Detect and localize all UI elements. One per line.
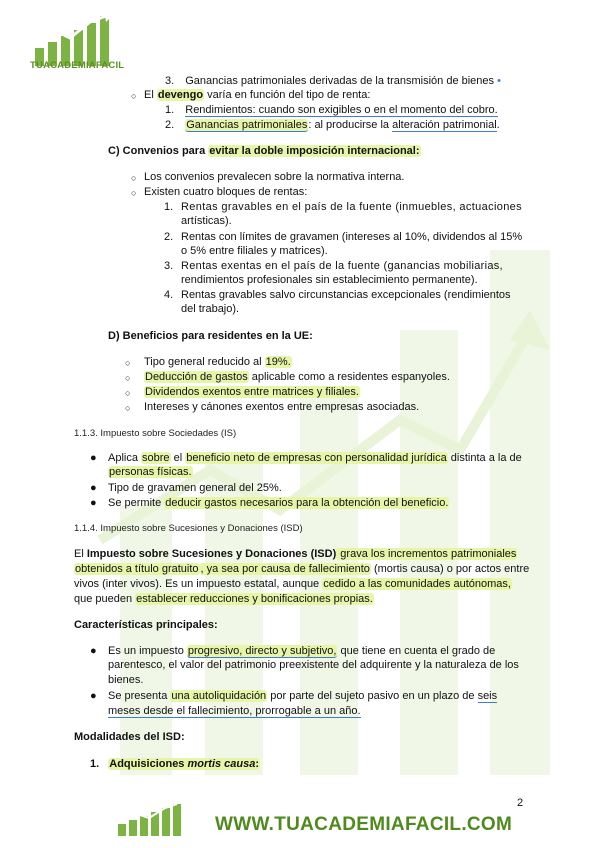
bullet-dot-icon: ● [90,645,97,657]
bullet-dot-icon: ● [90,690,97,702]
list-item: Es un impuesto progresivo, directo y subjetivo, que tiene en cuenta el grado de [108,645,496,657]
bullet-circle-icon: ○ [125,373,131,383]
item-text: del trabajo). [181,303,240,315]
numbered-item: 1. [164,201,174,213]
bullet-dot-icon: ● [90,497,97,509]
page-number: 2 [517,797,524,809]
item-text: artísticas). [181,215,232,227]
section-heading: Características principales: [74,619,218,631]
list-item: Los convenios prevalecen sobre la normativa interna. [144,171,405,183]
list-item: Deducción de gastos aplicable como a residentes espanyoles. [145,371,450,383]
list-item: Tipo general reducido al 19%. [144,356,291,368]
numbered-item: 1. Rendimientos: cuando son exigibles o en el momento del cobro. [165,104,498,116]
item-text: Rendimientos: cuando son exigibles o en el momento del cobro. [185,104,498,116]
numbered-item: 3. [164,260,174,272]
list-item: Dividendos exentos entre matrices y filiales. [145,386,359,398]
list-item-continued: bienes. [108,674,144,686]
numbered-item: 1. Adquisiciones mortis causa: [90,758,260,770]
subsection-heading: 1.1.4. Impuesto sobre Sucesiones y Donaciones (ISD) [74,523,303,534]
section-heading: C) Convenios para evitar la doble imposición internacional: [108,145,420,157]
list-item: Tipo de gravamen general del 25%. [108,482,282,494]
item-text: Rentas gravables salvo circunstancias excepcionales (rendimientos [181,289,511,301]
list-item: Existen cuatro bloques de rentas: [144,186,308,198]
bullet-circle-icon: ○ [125,388,131,398]
numbered-item: 4. [164,289,174,301]
item-text: Rentas con límites de gravamen (intereses al 10%, dividendos al 15% [181,231,523,243]
footer-url[interactable]: WWW.TUACADEMIAFACIL.COM [215,814,513,835]
bullet-circle-icon: ○ [125,403,131,413]
bullet-circle-icon: ○ [125,358,131,368]
footer-logo-icon [115,800,190,838]
section-heading: Modalidades del ISD: [74,731,185,743]
bullet-dot-icon: ● [90,482,97,494]
item-text: rendimientos profesionales sin establecimiento permanente). [181,274,478,286]
numbered-item: 2. Ganancias patrimoniales: al producirse la alteración patrimonial. [165,119,500,131]
bullet-circle-icon: ○ [131,188,137,198]
highlight-devengo: devengo [157,89,204,101]
bullet-circle-icon: ○ [131,91,137,101]
logo-text: TUACADEMIAFACIL [30,60,125,71]
item-text: Rentas gravables en el país de la fuente (inmuebles, actuaciones [181,201,522,213]
list-item: El devengo varía en función del tipo de renta: [144,89,371,101]
list-item: Aplica sobre el beneficio neto de empresas con personalidad jurídica distinta a la de [108,452,522,464]
list-item: Intereses y cánones exentos entre empresas asociadas. [144,401,420,413]
paragraph-line: vivos (inter vivos). Es un impuesto estatal, aunque cedido a las comunidades autónomas, [74,578,511,590]
section-heading: D) Beneficios para residentes en la UE: [108,330,313,342]
bullet-circle-icon: ○ [131,173,137,183]
item-text: Ganancias patrimoniales derivadas de la transmisión de bienes [185,75,495,87]
list-item: Se presenta una autoliquidación por parte del sujeto pasivo en un plazo de seis [108,690,498,702]
paragraph-line: que pueden establecer reducciones y bonificaciones propias. [74,593,373,605]
list-item-continued: personas físicas. [109,466,192,478]
subsection-heading: 1.1.3. Impuesto sobre Sociedades (IS) [74,428,237,439]
item-text: Rentas exentas en el país de la fuente (ganancias mobiliarias, [181,260,503,272]
list-item-continued: meses desde el fallecimiento, prorrogable a un año. [108,705,361,717]
list-item-continued: parentesco, el valor del patrimonio preexistente del adquirente y la naturaleza de los [108,659,519,671]
paragraph-line: obtenidos a título gratuito , ya sea por causa de fallecimiento (mortis causa) o por actos entre [75,563,530,575]
paragraph-line: El Impuesto sobre Sucesiones y Donaciones (ISD) grava los incrementos patrimoniales [74,548,517,560]
numbered-item: 2. [164,231,174,243]
numbered-item: 3. Ganancias patrimoniales derivadas de la transmisión de bienes • [165,75,501,87]
item-text: o 5% entre filiales y matrices). [181,245,328,257]
list-item: Se permite deducir gastos necesarios para la obtención del beneficio. [108,497,449,509]
bullet-dot-icon: ● [90,452,97,464]
